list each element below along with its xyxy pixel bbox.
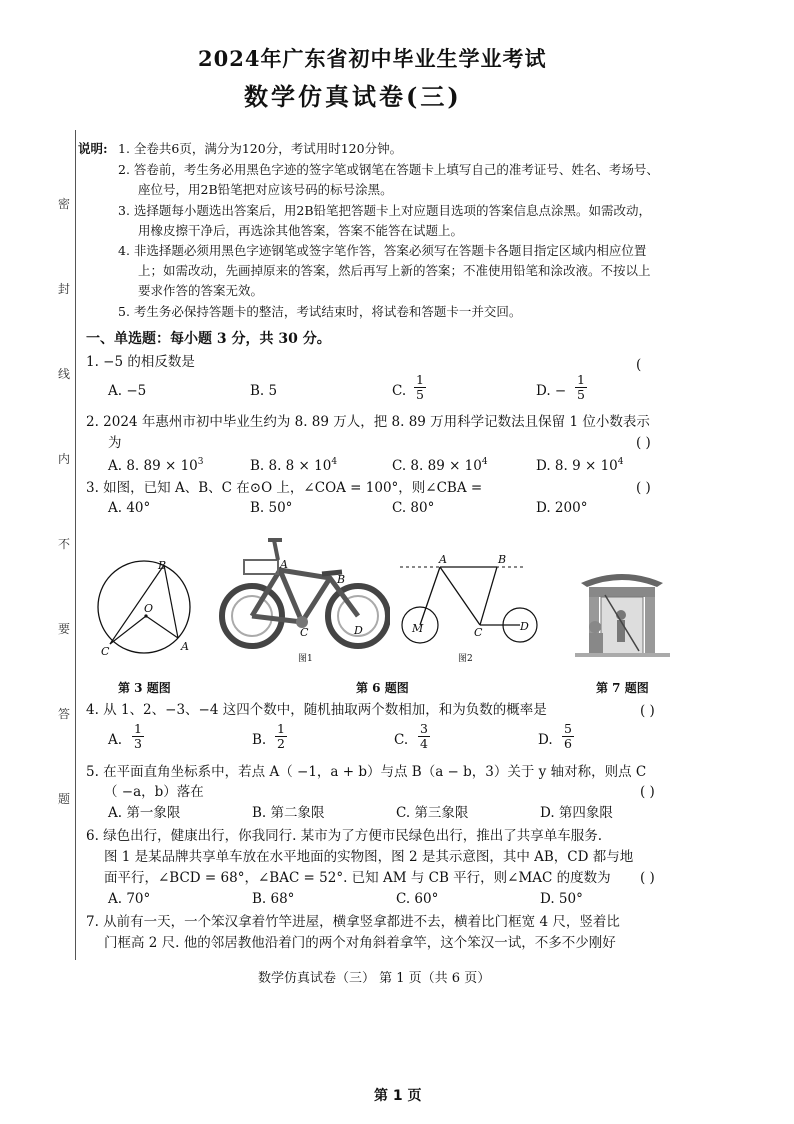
bike-label-d: D — [354, 624, 363, 637]
option-d: D. 200° — [536, 500, 588, 516]
question-stem: 3. 如图，已知 A、B、C 在⊙O 上，∠COA = 100°，则∠CBA = — [86, 480, 483, 496]
sidebar-char: 线 — [58, 367, 71, 381]
instruction-line: 3. 选择题每小题选出答案后，用2B铅笔把答题卡上对应题目选项的答案信息点涂黑。如需改动， — [118, 203, 652, 218]
figure-3-caption: 第 3 题图 — [118, 681, 171, 695]
point-label-b: B — [158, 559, 167, 572]
numerator: 1 — [416, 372, 424, 387]
fraction — [414, 373, 426, 402]
instruction-line: 座位号，用2B铅笔把对应该号码的标号涂黑。 — [138, 182, 393, 197]
instruction-line: 要求作答的答案无效。 — [138, 283, 264, 298]
instruction-line: 用橡皮擦干净后，再选涂其他答案，答案不能答在试题上。 — [138, 223, 464, 238]
numerator: 1 — [277, 721, 285, 736]
sidebar-char: 内 — [58, 452, 71, 466]
option-b-text: B. 8. 8 × 10 — [250, 458, 332, 474]
point-label-a: A — [181, 640, 189, 653]
option-a-text: A. 8. 89 × 10 — [108, 458, 198, 474]
question-stem: 2. 2024 年惠州市初中毕业生约为 8. 89 万人，把 8. 89 万用科学记数法且保留 1 位小数表示 — [86, 414, 650, 430]
option-b: B. 68° — [252, 891, 295, 907]
answer-paren: ( ) — [636, 435, 651, 451]
option-a: A. 40° — [108, 500, 151, 516]
sidebar-char: 答 — [58, 707, 71, 721]
denominator: 5 — [577, 387, 585, 402]
question-stem: 1. −5 的相反数是 — [86, 354, 195, 370]
binding-line — [75, 130, 76, 960]
figure-1-label: 图1 — [298, 654, 313, 664]
question-stem: 5. 在平面直角坐标系中，若点 A（ −1，a + b）与点 B（a − b，3）关于 y 轴对称，则点 C — [86, 764, 647, 780]
answer-paren: ( ) — [640, 784, 655, 800]
instruction-line: 上；如需改动，先画掉原来的答案，然后再写上新的答案；不准使用铅笔和涂改液。不按以上 — [138, 263, 651, 278]
option-c: C. 60° — [396, 891, 439, 907]
instruction-line: 2. 答卷前，考生务必用黑色字迹的签字笔或钢笔在答题卡上填写自己的准考证号、姓名、考场号、 — [118, 162, 659, 177]
exponent: 4 — [481, 457, 488, 467]
figure-7-caption: 第 7 题图 — [596, 681, 649, 695]
answer-paren: ( ) — [640, 703, 655, 719]
sidebar-char: 封 — [58, 282, 71, 296]
point-label-c: C — [101, 645, 110, 658]
figure-6-caption: 第 6 题图 — [356, 681, 409, 695]
option-b: B. 第二象限 — [252, 805, 325, 821]
exponent: 4 — [617, 457, 624, 467]
fraction — [132, 722, 144, 751]
exponent: 3 — [197, 457, 204, 467]
option-d: D. 50° — [540, 891, 583, 907]
fraction — [575, 373, 587, 402]
fraction — [562, 722, 574, 751]
numerator: 5 — [564, 721, 572, 736]
page-footer: 数学仿真试卷（三） 第 1 页（共 6 页） — [258, 971, 491, 986]
option-c: C. 第三象限 — [396, 805, 469, 821]
numerator: 1 — [134, 721, 142, 736]
question-stem-cont: 为 — [108, 435, 122, 451]
exam-title: 2024年广东省初中毕业生学业考试 — [198, 46, 547, 71]
option-d: D. 第四象限 — [540, 805, 613, 821]
schematic-label-c: C — [474, 626, 483, 639]
sidebar-char: 密 — [58, 197, 71, 211]
schematic-label-d: D — [520, 620, 529, 633]
instruction-line: 4. 非选择题必须用黑色字迹钢笔或签字笔作答，答案必须写在答题卡各题目指定区域内相应位置 — [118, 243, 647, 258]
bike-label-b: B — [337, 573, 346, 586]
instruction-line: 1. 全卷共6页，满分为120分，考试用时120分钟。 — [118, 141, 403, 156]
option-a — [108, 457, 204, 475]
option-c: C. — [392, 383, 407, 399]
page-number: 第 1 页 — [374, 1088, 422, 1104]
option-c: C. — [394, 732, 409, 748]
sidebar-char: 要 — [58, 622, 71, 636]
option-a: A. — [108, 732, 123, 748]
option-b: B. — [252, 732, 267, 748]
denominator: 4 — [420, 736, 428, 751]
question-stem: 6. 绿色出行，健康出行，你我同行. 某市为了方便市民绿色出行，推出了共享单车服务. — [86, 828, 603, 844]
sidebar-char: 不 — [58, 537, 71, 551]
gate-illustration — [575, 565, 670, 660]
denominator: 6 — [564, 736, 572, 751]
instructions-label: 说明: — [78, 141, 108, 156]
figure-2-label: 图2 — [458, 654, 473, 664]
question-stem-cont: 门框高 2 尺. 他的邻居教他沿着门的两个对角斜着拿竿，这个笨汉一试，不多不少刚好 — [104, 935, 616, 951]
sidebar-char: 题 — [58, 792, 71, 806]
answer-paren: ( ) — [640, 870, 655, 886]
fraction — [275, 722, 287, 751]
point-label-o: O — [144, 602, 154, 615]
numerator: 1 — [577, 372, 585, 387]
question-stem: 7. 从前有一天，一个笨汉拿着竹竿进屋，横拿竖拿都进不去，横着比门框宽 4 尺，竖着比 — [86, 914, 620, 930]
answer-paren: ( — [636, 357, 642, 373]
question-stem-cont: 图 1 是某品牌共享单车放在水平地面的实物图，图 2 是其示意图，其中 AB，CD 都与地 — [104, 849, 634, 865]
option-c: C. 80° — [392, 500, 435, 516]
instruction-line: 5. 考生务必保持答题卡的整洁，考试结束时，将试卷和答题卡一并交回。 — [118, 304, 522, 319]
question-stem: 4. 从 1、2、−3、−4 这四个数中，随机抽取两个数相加，和为负数的概率是 — [86, 702, 547, 718]
option-c-text: C. 8. 89 × 10 — [392, 458, 482, 474]
option-c — [392, 457, 488, 475]
section-heading: 一、单选题：每小题 3 分，共 30 分。 — [86, 331, 331, 347]
option-a: A. 第一象限 — [108, 805, 181, 821]
option-a: A. −5 — [108, 383, 147, 399]
answer-paren: ( ) — [636, 480, 651, 496]
option-b — [250, 457, 337, 475]
option-d-text: D. 8. 9 × 10 — [536, 458, 618, 474]
option-d: D. − — [536, 383, 567, 399]
exponent: 4 — [331, 457, 338, 467]
option-b: B. 50° — [250, 500, 293, 516]
schematic-label-m: M — [412, 622, 424, 635]
fraction — [418, 722, 430, 751]
bike-label-a: A — [280, 558, 288, 571]
exam-subtitle: 数学仿真试卷(三) — [244, 82, 462, 111]
option-d: D. — [538, 732, 553, 748]
question-stem-cont: （ −a，b）落在 — [104, 784, 204, 800]
denominator: 3 — [134, 736, 142, 751]
schematic-label-b: B — [498, 553, 507, 566]
option-a: A. 70° — [108, 891, 151, 907]
bike-label-c: C — [300, 626, 309, 639]
schematic-label-a: A — [439, 553, 447, 566]
denominator: 2 — [277, 736, 285, 751]
denominator: 5 — [416, 387, 424, 402]
option-b: B. 5 — [250, 383, 278, 399]
option-d — [536, 457, 624, 475]
question-stem-cont: 面平行，∠BCD = 68°，∠BAC = 52°. 已知 AM 与 CB 平行，则∠MAC 的度数为 — [104, 870, 611, 886]
numerator: 3 — [420, 721, 428, 736]
